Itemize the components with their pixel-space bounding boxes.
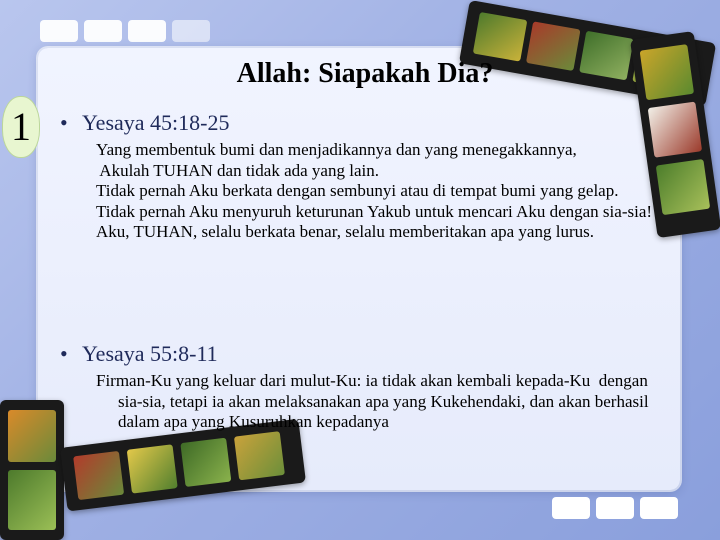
film-frame-flowers [473, 12, 528, 62]
film-frame-red [73, 451, 124, 500]
film-strip-icon [0, 400, 64, 540]
film-frame-shrub [180, 438, 231, 487]
decor-tile [128, 20, 166, 42]
verse-line: Tidak pernah Aku menyuruh keturunan Yakub untuk mencari Aku dengan sia-sia! [96, 201, 653, 221]
section-heading: Yesaya 45:18-25 [82, 110, 230, 135]
decor-tile [640, 497, 678, 519]
bullet-heading [60, 341, 218, 367]
verse-line: Yang membentuk bumi dan menjadikannya dan yang menegakkannya, [96, 140, 577, 159]
verse-line: Akulah TUHAN dan tidak ada yang lain. [96, 160, 379, 180]
bullet-heading [60, 110, 229, 136]
decor-tile [552, 497, 590, 519]
film-frame-bird [579, 31, 634, 81]
decor-tile [84, 20, 122, 42]
film-frame-green [8, 470, 56, 530]
verse-block [96, 140, 676, 243]
decor-tile [172, 20, 210, 42]
slide-number: 1 [2, 96, 40, 158]
verse-line: Aku, TUHAN, selalu berkata benar, selalu memberitakan apa yang lurus. [96, 222, 594, 241]
decor-tile [596, 497, 634, 519]
film-frame-bloom [127, 444, 178, 493]
bullet-icon: • [60, 341, 68, 366]
film-frame-butterfly [8, 410, 56, 462]
verse-block [96, 371, 668, 433]
slide-title: Allah: Siapakah Dia? [236, 58, 494, 89]
section-heading: Yesaya 55:8-11 [82, 341, 218, 366]
film-frame-sun [234, 431, 285, 480]
verse-line: Firman-Ku yang keluar dari mulut-Ku: ia tidak akan kembali kepada-Ku dengan sia-sia, tetapi ia akan melaksanakan apa yang Kukehendaki, dan akan berhasil dalam apa yang Kusuruhkan kepadanya [96, 371, 653, 431]
decor-tile [40, 20, 78, 42]
film-frame-daisies [640, 44, 694, 100]
verse-line: Tidak pernah Aku berkata dengan sembunyi atau di tempat bumi yang gelap. [96, 181, 619, 200]
bullet-icon: • [60, 110, 68, 135]
